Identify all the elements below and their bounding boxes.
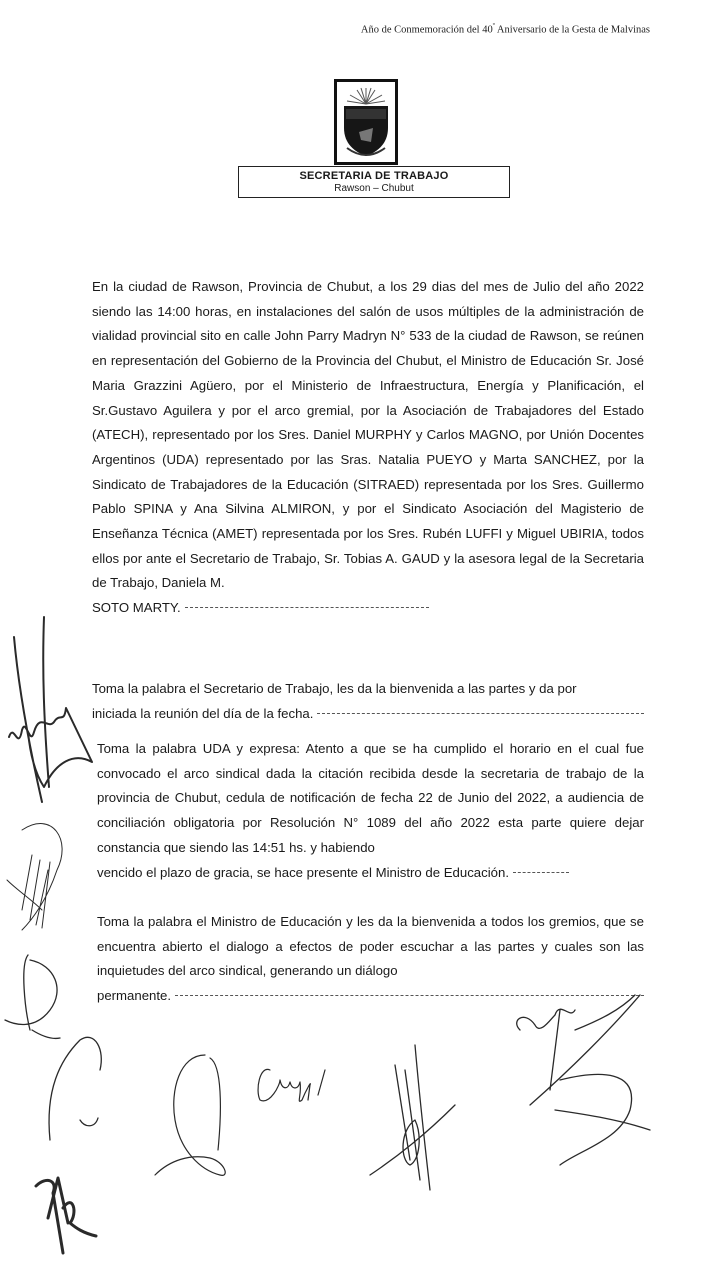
paragraph-text: En la ciudad de Rawson, Provincia de Chubut, a los 29 dias del mes de Julio del año 2022 siendo las 14:00 horas, en instalaciones del salón de usos múltiples de la administración de vialidad provincial sito en calle John Parry Madryn N° 533 de la ciudad de Rawson, se reúnen en representación del Gobierno de la Provincia del Chubut, el Ministro de Educación Sr. José Maria Grazzini Agüero, por el Ministerio de Infraestructura, Energía y Planificación, el Sr.Gustavo Aguilera y por el arco gremial, por la Asociación de Trabajadores del Estado (ATECH), representado por los Sres. Daniel MURPHY y Carlos MAGNO, por Unión Docentes Argentinos (UDA) representado por las Sras. Natalia PUEYO y Marta SANCHEZ, por la Sindicato de Trabajadores de la Educación (SITRAED) representada por los Sres. Guillermo Pablo SPINA y Ana Silvina ALMIRON, y por el Sindicato Asociación del Magisterio de Enseñanza Técnica (AMET) representada por los Sres. Rubén LUFFI y Miguel UBIRIA, todos ellos por ante el Secretario de Trabajo, Sr. Tobias A. GAUD y la asesora legal de la Secretaria de Trabajo, Daniela M. xyxy=(92,279,644,591)
paragraph-text-end: permanente. xyxy=(97,988,172,1004)
provincial-seal xyxy=(334,79,398,165)
header-text-suffix: Aniversario de la Gesta de Malvinas xyxy=(494,24,650,36)
paragraph-last-line xyxy=(97,861,644,886)
signature-margin-4 xyxy=(40,1030,110,1155)
signature-margin-2 xyxy=(2,810,82,955)
paragraph-uda-statement xyxy=(97,737,644,885)
dashed-filler xyxy=(513,872,569,873)
chubut-coat-of-arms-icon xyxy=(337,82,395,162)
paragraph-text-end: iniciada la reunión del día de la fecha. xyxy=(92,705,314,721)
paragraph-meeting-opening xyxy=(92,275,644,621)
paragraph-text-end: SOTO MARTY. xyxy=(92,600,181,616)
header-text: Año de Conmemoración del 40 xyxy=(360,24,493,36)
org-title: SECRETARIA DE TRABAJO xyxy=(299,170,449,182)
signature-margin-1 xyxy=(4,612,104,817)
signature-bottom-2 xyxy=(250,1050,350,1125)
paragraph-text: Toma la palabra el Secretario de Trabajo, les da la bienvenida a las partes y da por xyxy=(92,681,577,696)
signature-bottom-3 xyxy=(360,1040,470,1205)
paragraph-secretary-welcome xyxy=(92,677,644,726)
dashed-filler xyxy=(185,607,429,608)
paragraph-text: Toma la palabra UDA y expresa: Atento a que se ha cumplido el horario en el cual fue convocado el arco sindical dada la citación recibida desde la secretaria de trabajo de la provincia de Chubut, cedula de notificación de fecha 22 de Junio del 2022, a audiencia de conciliación obligatoria por Resolución N° 1089 del año 2022 esta parte quiere dejar constancia que siendo las 14:51 hs. y habiendo xyxy=(97,741,644,855)
paragraph-last-line xyxy=(92,702,644,727)
commemoration-header xyxy=(361,22,650,36)
paragraph-text: Toma la palabra el Ministro de Educación y les da la bienvenida a todos los gremios, que se encuentra abierto el dialogo a efectos de poder escuchar a las partes y cuales son las inquietudes del arco sindical, generando un diálogo xyxy=(97,914,644,979)
paragraph-text-end: vencido el plazo de gracia, se hace presente el Ministro de Educación. xyxy=(97,864,509,880)
header-ordinal: º xyxy=(492,22,495,30)
signature-margin-5 xyxy=(28,1168,108,1263)
org-location: Rawson – Chubut xyxy=(334,183,414,194)
dashed-filler xyxy=(317,713,644,714)
signature-bottom-4 xyxy=(490,990,660,1175)
paragraph-last-line xyxy=(92,596,644,621)
letterhead-box xyxy=(238,166,510,198)
